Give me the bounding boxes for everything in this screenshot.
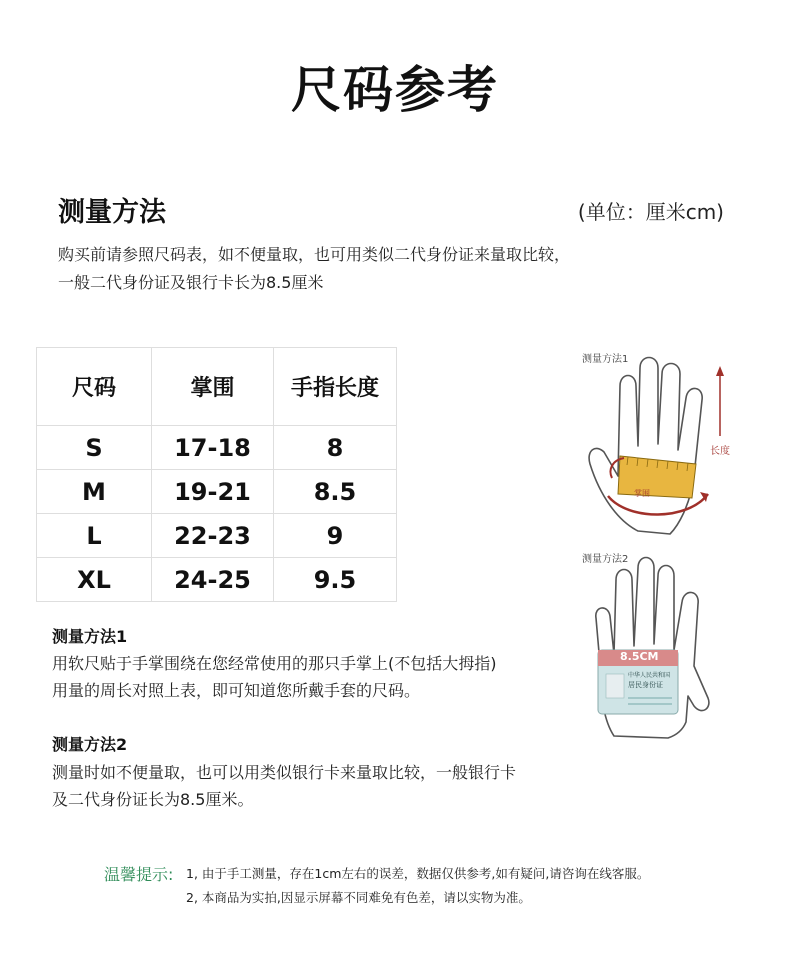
page-title: 尺码参考 <box>291 61 499 119</box>
method1-title: 测量方法1 <box>52 627 128 646</box>
method2-line-2: 及二代身份证长为8.5厘米。 <box>52 790 254 809</box>
size-cell: XL <box>37 558 152 602</box>
finger-cell: 9 <box>274 514 397 558</box>
size-cell: S <box>37 426 152 470</box>
tip-line-1: 1, 由于手工测量，存在1cm左右的误差，数据仅供参考,如有疑问,请咨询在线客服。 <box>186 866 650 881</box>
method1-diagram <box>578 346 738 546</box>
table-row <box>37 426 397 470</box>
palm-label: 掌围 <box>634 489 650 498</box>
palm-cell: 19-21 <box>152 470 274 514</box>
palm-cell: 22-23 <box>152 514 274 558</box>
method2-diagram <box>578 546 738 742</box>
hand-card-icon <box>578 546 738 742</box>
method1-line-1: 用软尺贴于手掌围绕在您经常使用的那只手掌上(不包括大拇指) <box>52 654 497 673</box>
method1-line-2: 用量的周长对照上表，即可知道您所戴手套的尺码。 <box>52 681 421 700</box>
column-header-palm: 掌围 <box>152 348 274 426</box>
finger-cell: 8 <box>274 426 397 470</box>
method1-diagram-caption: 测量方法1 <box>582 354 629 365</box>
column-header-finger-length: 手指长度 <box>274 348 397 426</box>
intro-text-line-2: 一般二代身份证及银行卡长为8.5厘米 <box>58 273 324 292</box>
method2-line-1: 测量时如不便量取，也可以用类似银行卡来量取比较，一般银行卡 <box>52 763 517 782</box>
table-row <box>37 514 397 558</box>
intro-text-line-1: 购买前请参照尺码表，如不便量取，也可用类似二代身份证来量取比较， <box>58 245 571 264</box>
table-row <box>37 470 397 514</box>
method2-title: 测量方法2 <box>52 735 128 754</box>
card-text-line-2: 居民身份证 <box>628 681 663 689</box>
size-cell: L <box>37 514 152 558</box>
card-text-line-1: 中华人民共和国 <box>628 672 671 679</box>
unit-note: (单位：厘米cm) <box>577 200 724 224</box>
length-label: 长度 <box>710 446 730 457</box>
column-header-size: 尺码 <box>37 348 152 426</box>
size-table <box>36 347 397 602</box>
tip-line-2: 2, 本商品为实拍,因显示屏幕不同难免有色差，请以实物为准。 <box>186 890 531 905</box>
section-title: 测量方法 <box>58 197 166 228</box>
finger-cell: 8.5 <box>274 470 397 514</box>
size-cell: M <box>37 470 152 514</box>
palm-cell: 17-18 <box>152 426 274 470</box>
table-row <box>37 558 397 602</box>
table-header-row <box>37 348 397 426</box>
finger-cell: 9.5 <box>274 558 397 602</box>
card-size-label: 8.5CM <box>620 650 659 663</box>
method2-diagram-caption: 测量方法2 <box>582 554 629 565</box>
palm-cell: 24-25 <box>152 558 274 602</box>
tips-label: 温馨提示: <box>104 865 174 884</box>
